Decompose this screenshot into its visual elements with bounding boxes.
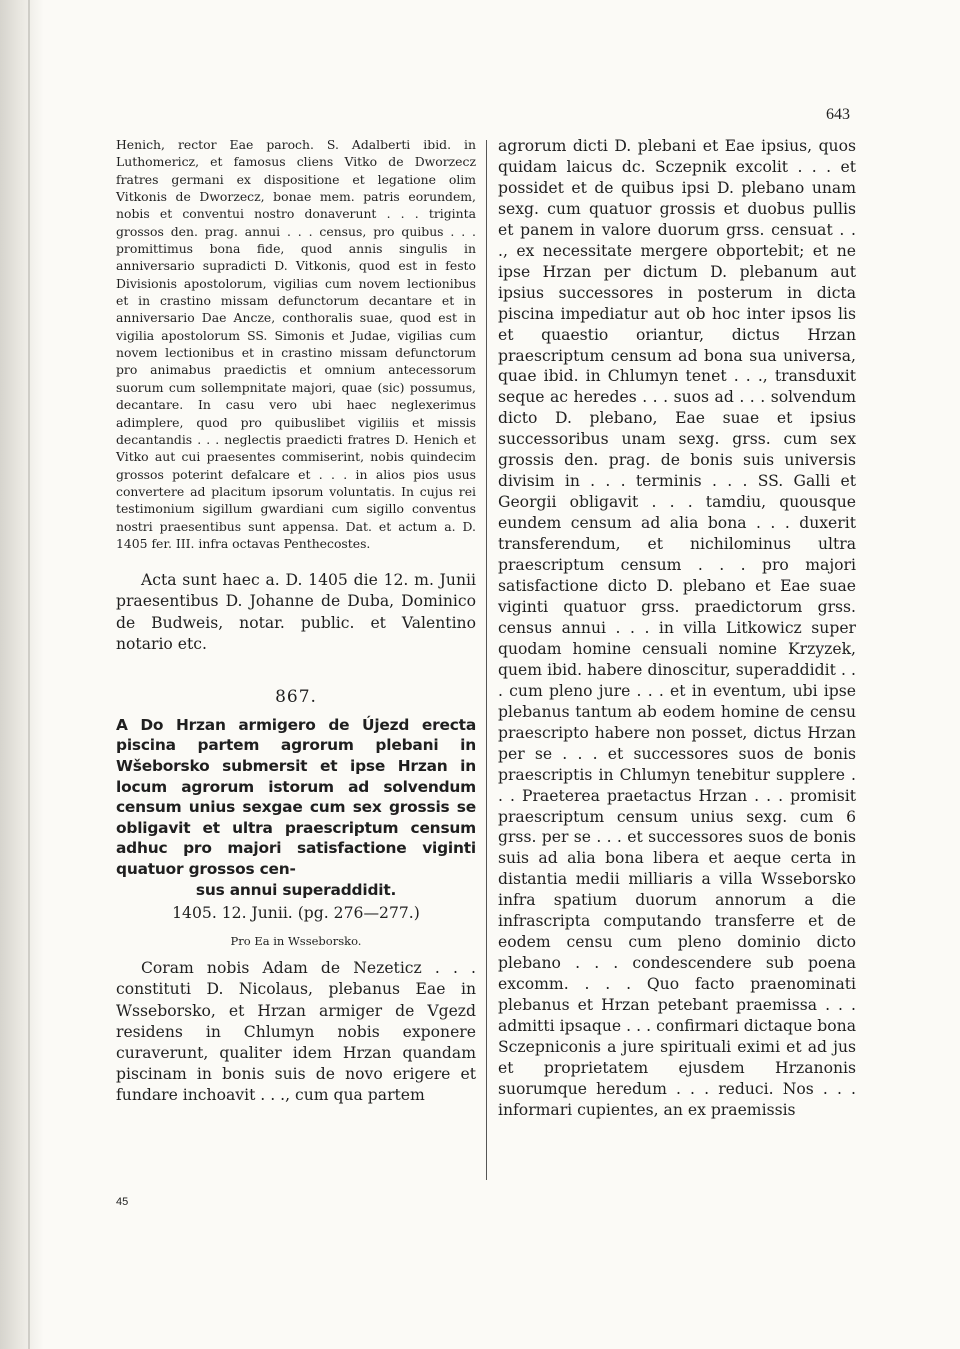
- document-heading: A Do Hrzan armigero de Újezd erecta piscina partem agrorum plebani in Wšeborsko submersit et ipse Hrzan in locum agrorum istorum ad solvendum censum unius sexgae cum sex grossis se obligavit et ultra praescriptum censum adhuc pro majori satisfactione viginti quatuor grossos cen-: [116, 715, 476, 879]
- document-date: 1405. 12. Junii. (pg. 276—277.): [172, 904, 420, 923]
- page-number: 643: [826, 106, 850, 123]
- charter-text-867-start: Coram nobis Adam de Nezeticz . . . constituti D. Nicolaus, plebanus Eae in Wsseborsko, et Hrzan armiger de Vgezd residens in Chlumyn nobis exponere curaverunt, qualiter idem Hrzan quandam piscinam in bonis suis de novo erigere et fundare inchoavit . . ., cum qua partem: [116, 959, 476, 1105]
- document-subtitle: Pro Ea in Wsseborsko.: [230, 934, 362, 949]
- charter-text-867-continued: agrorum dicti D. plebani et Eae ipsius, quos quidam laicus dc. Sczepnik excolit . . . et possidet et de quibus ipsi D. plebano unam sexg. cum quatuor grossis et duobus pullis et panem in valore duorum grss. censuat . . ., ex necessitate mergere obportebit; et ne ipse Hrzan per dictum D. plebanum aut ipsius successores in posterum in dicta piscina impediatur aut ob hoc inter ipsos lis et quaestio oriantur, dictus Hrzan praescriptum censum ad bona sua universa, quae ibid. in Chlumyn tenet . . ., transduxit seque ac heredes . . . suos ad . . . solvendum dicto D. plebano, Eae suae et ipsius successoribus unam sexg. grss. cum sex grossis den. prag. de bonis suis universis divisim in . . . terminis . . . SS. Galli et Georgii obligavit . . . tamdiu, quousque eundem censum ad alia bona . . . duxerit transferendum, et nichilominus ultra praescriptum censum . . . pro majori satisfactione dicto D. plebano et Eae suae viginti quatuor grss. praedictorum grss. census annui . . . in villa Litkowicz super quodam homine censuali nomine Krzyzek, quem ibid. habere dinoscitur, superaddidit . . . cum pleno jure . . . et in eventum, ubi ipse plebanus tantum ab eodem homine de censu praescripto habere non posset, dictus Hrzan per se . . . et successores suos de bonis praescriptis in Chlumyn tenebitur supplere . . . Praeterea praetactus Hrzan . . . promisit praescriptum censum unius sexg. cum 6 grss. per se . . . et successores suos de bonis suis ad alia bona libera et aeque certa in distantia medii milliaris a villa Wsseborsko infra spatium duorum annorum a die infrascripta computando transferre et de eodem censu cum pleno dominio dicto plebano . . . condescendere sub poena excomm. . . . Quo facto praenominati plebanus et Hrzan petebant praemissa . . . admitti ipsaque . . . confirmari dictaque bona Sczepniconis a jure spirituali eximi et ad jus et proprietatem ejusdem Hrzanonis suorumque heredum . . . reduci. Nos . . . informari cupientes, an ex praemissis: [498, 137, 856, 1119]
- acta-paragraph: Acta sunt haec a. D. 1405 die 12. m. Junii praesentibus D. Johanne de Duba, Dominico de Budweis, notar. public. et Valentino notario etc.: [116, 571, 476, 653]
- document-number: 867.: [275, 686, 317, 707]
- column-divider: [486, 140, 487, 1180]
- document-heading-last-line: sus annui superaddidit.: [195, 880, 397, 899]
- charter-text-866: Henich, rector Eae paroch. S. Adalberti ibid. in Luthomericz, et famosus cliens Vitko de Dworzecz fratres germani ex dispositione et legatione olim Vitkonis de Dworzecz, bonae mem. patris eorundem, nobis et conventui nostro donaverunt . . . triginta grossos den. prag. annui . . . census, pro quibus . . . promittimus bona fide, quod annis singulis in anniversario supradicti D. Vitkonis, quod est in festo Divisionis apostolorum, vigilias cum novem lectionibus et in crastino missam defunctorum decantare et in anniversario Dae Ancze, conthoralis suae, quod est in vigilia apostolorum SS. Simonis et Judae, vigilias cum novem lectionibus et in crastino missam defunctorum pro animabus praedictis et omnium antecessorum suorum cum sollempnitate majori, quae (sic) possumus, decantare. In casu vero ubi haec neglexerimus adimplere, quod pro quibuslibet vigiliis et missis decantandis . . . neglectis praedicti fratres D. Henich et Vitko aut cui praesentes commiserint, nobis quindecim grossos poterint defalcare et . . . in alios pios usus convertere ad placitum ipsorum voluntatis. In cujus rei testimonium sigillum gwardiani cum sigillo conventus nostri praesentibus sunt appensa. Dat. et actum a. D. 1405 fer. III. infra octavas Penthecostes.: [116, 137, 476, 551]
- left-column: [116, 136, 476, 1106]
- binding-edge: [0, 0, 44, 1349]
- signature-mark: 45: [116, 1196, 129, 1208]
- right-column: [498, 136, 856, 1121]
